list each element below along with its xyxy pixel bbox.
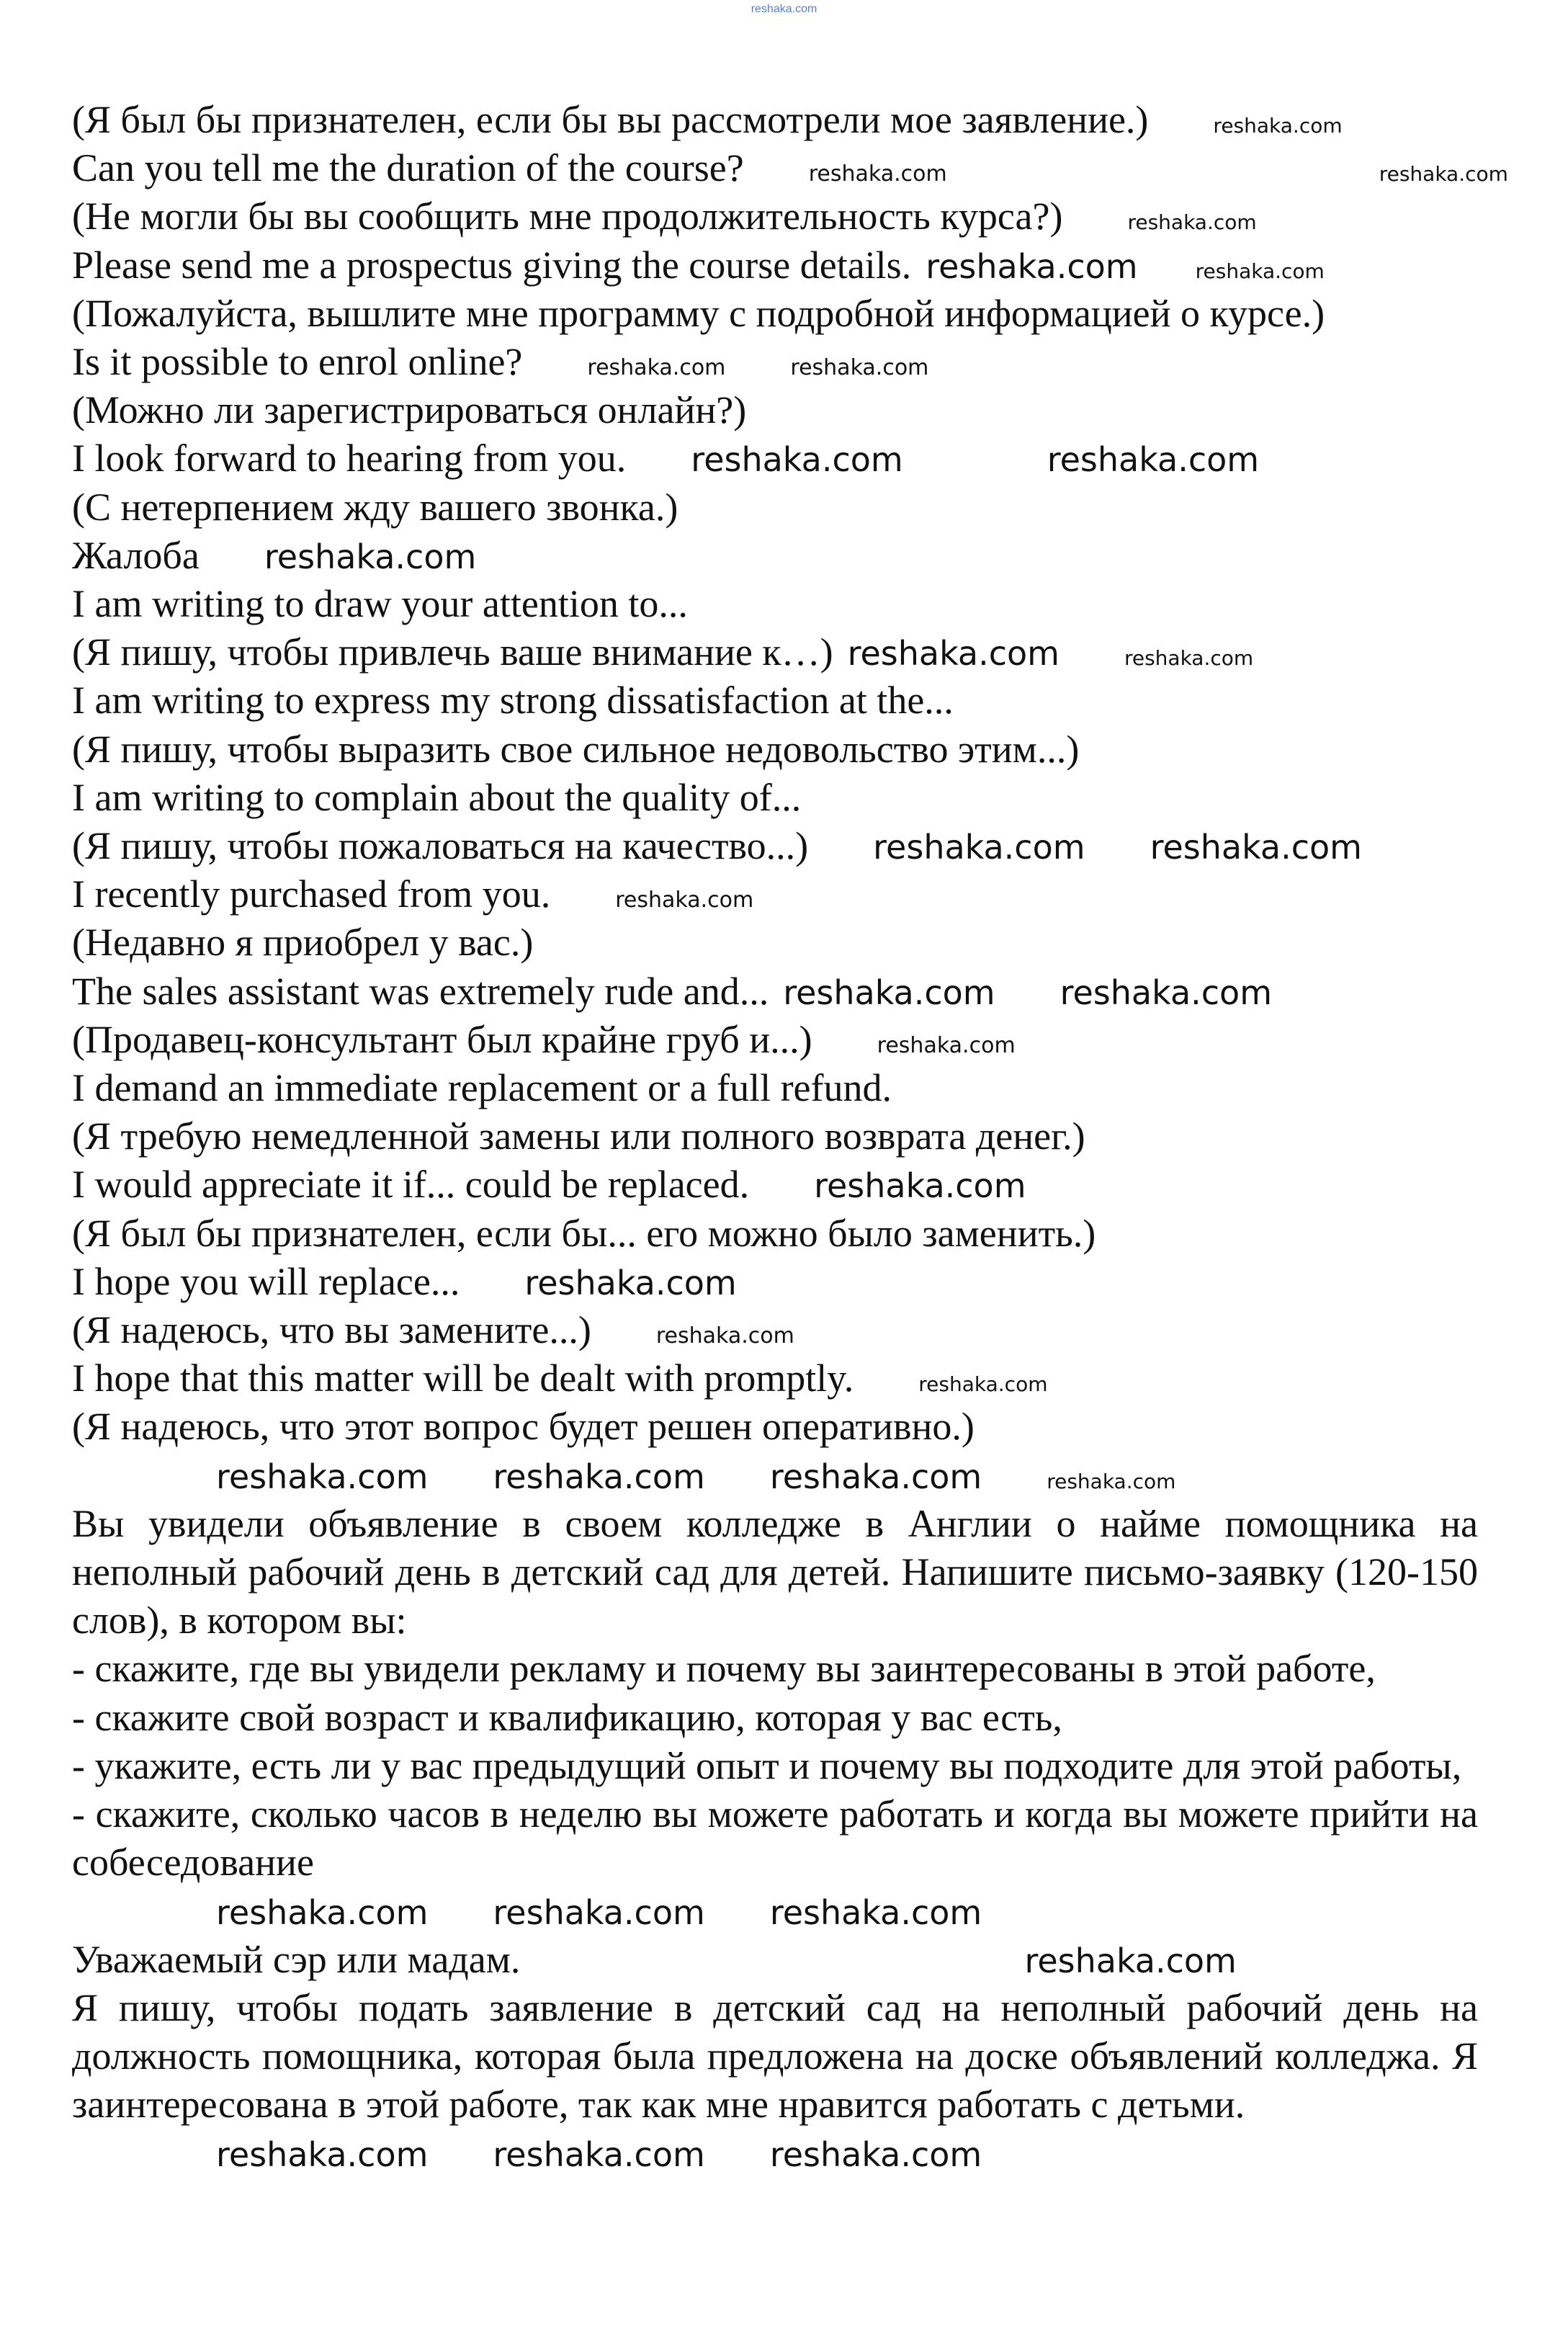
- document-body: [72, 96, 1508, 2178]
- complaint-heading: Жалоба: [72, 533, 200, 577]
- watermark: reshaka.com: [877, 1032, 1016, 1058]
- phrase-line: (Можно ли зарегистрироваться онлайн?): [72, 388, 747, 432]
- phrase-row: [72, 918, 1478, 967]
- task-point: - укажите, есть ли у вас предыдущий опыт и почему вы подходите для этой работы,: [72, 1743, 1462, 1787]
- phrase-row: [72, 725, 1478, 774]
- watermark: reshaka.com: [769, 1892, 982, 1932]
- watermark-top: reshaka.com: [751, 3, 817, 15]
- phrase-line: (Пожалуйста, вышлите мне программу с подробной информацией о курсе.): [72, 291, 1325, 335]
- complaint-heading-row: [72, 532, 1478, 580]
- phrase-row: [72, 1210, 1478, 1258]
- phrase-line: (Я пишу, чтобы выразить свое сильное недовольство этим...): [72, 727, 1080, 771]
- watermark: reshaka.com: [1059, 973, 1273, 1012]
- phrase-row: [72, 774, 1478, 822]
- phrase-line: (Я надеюсь, что этот вопрос будет решен оперативно.): [72, 1405, 975, 1449]
- phrase-row: [72, 192, 1478, 241]
- watermark: reshaka.com: [918, 1372, 1048, 1397]
- letter-greeting-row: [72, 1936, 1478, 1984]
- phrase-line: I am writing to express my strong dissatisfaction at the...: [72, 679, 954, 723]
- watermark: reshaka.com: [587, 355, 726, 381]
- watermark: reshaka.com: [264, 537, 477, 576]
- watermark: reshaka.com: [1195, 259, 1325, 283]
- spacer: [72, 1887, 1478, 1936]
- watermark: reshaka.com: [769, 1457, 982, 1496]
- phrases-block-1: [72, 96, 1508, 532]
- letter-body: Я пишу, чтобы подать заявление в детский сад на неполный рабочий день на должность помощника, которая была предложена на доске объявлений колледжа. Я заинтересована в этой работе, так как мне нравится работать с детьми.: [72, 1985, 1478, 2127]
- phrase-line: (С нетерпением жду вашего звонка.): [72, 485, 678, 529]
- phrase-line: (Недавно я приобрел у вас.): [72, 921, 534, 965]
- watermark: reshaka.com: [847, 634, 1059, 674]
- phrase-row: [72, 483, 1478, 532]
- watermark: reshaka.com: [1150, 828, 1362, 867]
- phrase-row: [72, 1403, 1478, 1451]
- watermark: reshaka.com: [873, 828, 1085, 867]
- phrase-row: [72, 1016, 1478, 1064]
- phrase-row: [72, 96, 1478, 144]
- phrase-row: [72, 290, 1478, 338]
- watermark: reshaka.com: [493, 1457, 705, 1496]
- phrase-row: [72, 1112, 1478, 1161]
- phrase-row: [72, 144, 1508, 192]
- phrase-line: (Я был бы признателен, если бы вы рассмотрели мое заявление.): [72, 98, 1149, 141]
- task-section: [72, 1500, 1478, 1887]
- phrase-row: [72, 676, 1478, 725]
- spacer: [72, 2129, 1478, 2178]
- watermark: reshaka.com: [493, 1892, 705, 1932]
- phrase-line: (Я надеюсь, что вы замените...): [72, 1308, 591, 1352]
- watermark: reshaka.com: [1127, 210, 1257, 235]
- watermark: reshaka.com: [814, 1166, 1026, 1206]
- watermark: reshaka.com: [655, 1323, 794, 1349]
- phrase-line: (Не могли бы вы сообщить мне продолжительность курса?): [72, 195, 1063, 238]
- phrase-line: Is it possible to enrol online?: [72, 340, 523, 384]
- phrase-row: [72, 822, 1478, 870]
- phrase-line: I demand an immediate replacement or a full refund.: [72, 1066, 892, 1110]
- letter-section: [72, 1936, 1478, 2129]
- phrase-row: [72, 1306, 1478, 1354]
- watermark: reshaka.com: [769, 2134, 982, 2174]
- task-point: - скажите свой возраст и квалификацию, которая у вас есть,: [72, 1695, 1062, 1739]
- watermark: reshaka.com: [216, 1457, 429, 1496]
- watermark: reshaka.com: [1379, 162, 1508, 187]
- phrase-line: I recently purchased from you.: [72, 872, 551, 916]
- watermark: reshaka.com: [216, 2134, 429, 2174]
- phrase-line: Can you tell me the duration of the course?: [72, 146, 744, 190]
- task-point: - скажите, сколько часов в неделю вы можете работать и когда вы можете прийти на собеседование: [72, 1792, 1478, 1885]
- watermark: reshaka.com: [1024, 1941, 1237, 1980]
- watermark: reshaka.com: [1124, 646, 1254, 671]
- phrase-row: [72, 1161, 1478, 1209]
- watermark: reshaka.com: [790, 355, 929, 381]
- phrase-row: [72, 241, 1478, 290]
- watermark: reshaka.com: [691, 440, 903, 480]
- watermark: reshaka.com: [926, 246, 1138, 286]
- phrase-line: The sales assistant was extremely rude and...: [72, 969, 769, 1013]
- phrase-row: [72, 338, 1478, 386]
- letter-greeting: Уважаемый сэр или мадам.: [72, 1937, 521, 1981]
- phrase-line: I would appreciate it if... could be replaced.: [72, 1163, 750, 1207]
- task-intro: Вы увидели объявление в своем колледже в Англии о найме помощника на неполный рабочий день в детский сад для детей. Напишите письмо-заявку (120-150 слов), в котором вы:: [72, 1501, 1478, 1642]
- phrase-line: I am writing to complain about the quality of...: [72, 775, 802, 819]
- spacer: [72, 1452, 1478, 1500]
- watermark: reshaka.com: [1047, 1469, 1176, 1493]
- watermark: reshaka.com: [524, 1263, 737, 1302]
- watermark: reshaka.com: [493, 2134, 705, 2174]
- phrase-row: [72, 434, 1478, 483]
- phrase-line: Please send me a prospectus giving the course details.: [72, 243, 912, 287]
- phrase-line: (Продавец-консультант был крайне груб и...): [72, 1017, 812, 1061]
- phrase-row: [72, 1258, 1478, 1306]
- phrases-block-2: [72, 580, 1478, 1452]
- phrase-line: I am writing to draw your attention to...: [72, 582, 688, 626]
- watermark: reshaka.com: [615, 888, 754, 913]
- phrase-line: (Я пишу, чтобы пожаловаться на качество...): [72, 824, 809, 868]
- phrase-line: I hope you will replace...: [72, 1259, 460, 1303]
- watermark: reshaka.com: [1047, 440, 1260, 480]
- watermark: reshaka.com: [1213, 114, 1343, 138]
- phrase-line: (Я был бы признателен, если бы... его можно было заменить.): [72, 1211, 1096, 1255]
- phrase-row: [72, 870, 1478, 918]
- phrase-line: (Я пишу, чтобы привлечь ваше внимание к…): [72, 630, 833, 674]
- watermark: reshaka.com: [783, 973, 995, 1012]
- phrase-row: [72, 1354, 1478, 1403]
- phrase-row: [72, 580, 1478, 628]
- phrase-row: [72, 967, 1478, 1016]
- watermark: reshaka.com: [808, 161, 947, 187]
- phrase-line: I hope that this matter will be dealt with promptly.: [72, 1356, 854, 1400]
- phrase-row: [72, 1064, 1478, 1112]
- phrase-line: I look forward to hearing from you.: [72, 437, 627, 480]
- phrase-row: [72, 386, 1478, 434]
- task-point: - скажите, где вы увидели рекламу и почему вы заинтересованы в этой работе,: [72, 1647, 1376, 1691]
- phrase-row: [72, 628, 1478, 676]
- watermark: reshaka.com: [216, 1892, 429, 1932]
- phrase-line: (Я требую немедленной замены или полного возврата денег.): [72, 1114, 1085, 1158]
